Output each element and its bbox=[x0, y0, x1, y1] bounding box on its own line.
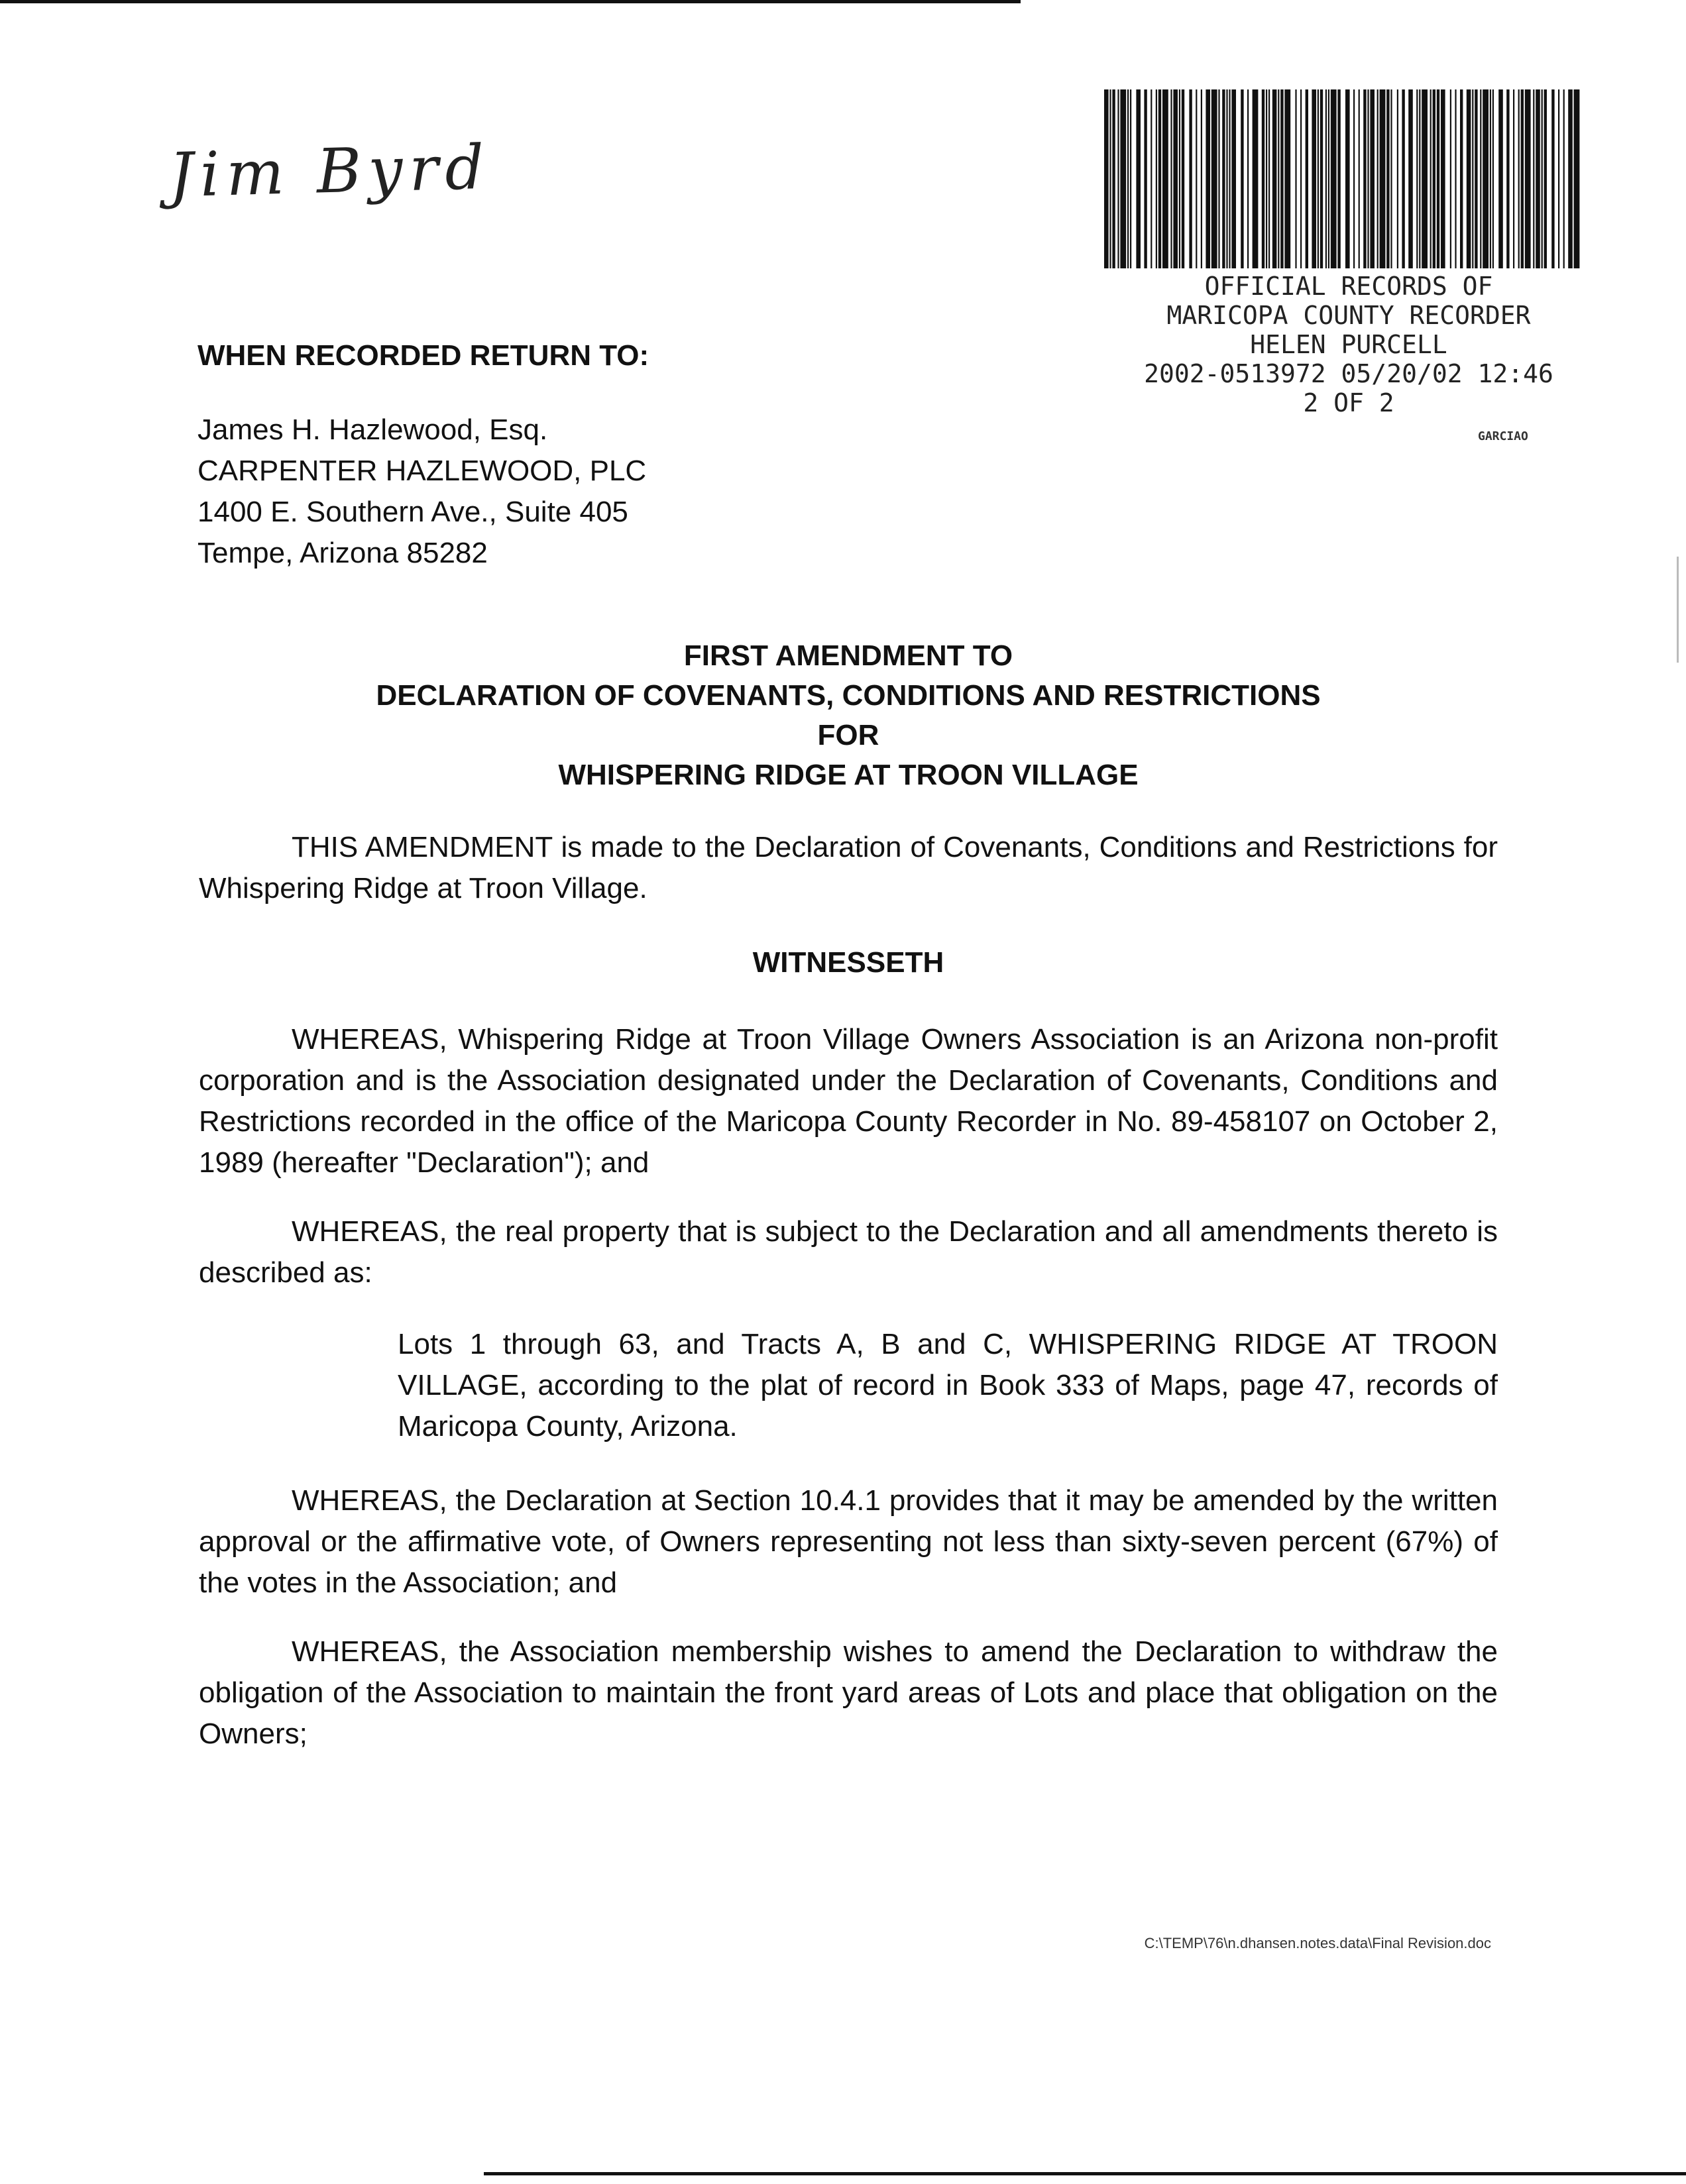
barcode-bar bbox=[1525, 89, 1531, 268]
barcode-bar bbox=[1518, 89, 1520, 268]
barcode-bar bbox=[1345, 89, 1350, 268]
barcode-bar bbox=[1551, 89, 1554, 268]
recorder-line: HELEN PURCELL bbox=[1250, 330, 1447, 359]
scan-edge-mark bbox=[1677, 557, 1679, 663]
barcode-bar bbox=[1455, 89, 1456, 268]
whereas-paragraph-3: WHEREAS, the Declaration at Section 10.4.1 provides that it may be amended by the written approval or the affirmative vote, of Owners representing not less than sixty-seven percent (67%) of the votes in the Association; and bbox=[199, 1484, 1498, 1599]
barcode-bar bbox=[1331, 89, 1337, 268]
barcode-bar bbox=[1262, 89, 1264, 268]
address-line: CARPENTER HAZLEWOOD, PLC bbox=[197, 455, 647, 487]
witnesseth-heading: WITNESSETH bbox=[752, 946, 944, 979]
bottom-edge-rule bbox=[484, 2172, 1686, 2175]
barcode-bar bbox=[1229, 89, 1230, 268]
barcode-bar bbox=[1272, 89, 1277, 268]
title-line: WHISPERING RIDGE AT TROON VILLAGE bbox=[558, 759, 1139, 791]
barcode-bar bbox=[1380, 89, 1386, 268]
barcode-bar bbox=[1490, 89, 1491, 268]
barcode-bar bbox=[1247, 89, 1249, 268]
address-line: James H. Hazlewood, Esq. bbox=[197, 413, 548, 446]
barcode-bar bbox=[1170, 89, 1172, 268]
barcode-bar bbox=[1437, 89, 1439, 268]
recorder-line: 2 OF 2 bbox=[1303, 388, 1394, 417]
barcode-image bbox=[1100, 89, 1584, 268]
barcode-bar bbox=[1397, 89, 1398, 268]
address-line: Tempe, Arizona 85282 bbox=[197, 537, 488, 569]
barcode-bar bbox=[1320, 89, 1323, 268]
barcode-bar bbox=[1568, 89, 1573, 268]
barcode-bar bbox=[1312, 89, 1316, 268]
barcode-bar bbox=[1533, 89, 1534, 268]
barcode-bar bbox=[1483, 89, 1489, 268]
recorder-stamp bbox=[1067, 272, 1630, 417]
barcode-bar bbox=[1182, 89, 1184, 268]
barcode-bar bbox=[1196, 89, 1197, 268]
barcode-bar bbox=[1253, 89, 1259, 268]
barcode-bar bbox=[1158, 89, 1161, 268]
barcode-bar bbox=[1419, 89, 1420, 268]
barcode-bar bbox=[1558, 89, 1559, 268]
barcode-bar bbox=[1318, 89, 1319, 268]
barcode-bar bbox=[1430, 89, 1432, 268]
recorder-line: OFFICIAL RECORDS OF bbox=[1204, 272, 1493, 301]
barcode-bar bbox=[1120, 89, 1126, 268]
barcode-bar bbox=[1112, 89, 1115, 268]
barcode-bar bbox=[1536, 89, 1540, 268]
barcode-bar bbox=[1127, 89, 1129, 268]
barcode-bar bbox=[1328, 89, 1329, 268]
barcode-bar bbox=[1563, 89, 1565, 268]
barcode-bar bbox=[1226, 89, 1227, 268]
intro-paragraph: THIS AMENDMENT is made to the Declaration of Covenants, Conditions and Restrictions for Whispering Ridge at Troon Village. bbox=[199, 831, 1498, 904]
barcode-bar bbox=[1498, 89, 1503, 268]
barcode-bar bbox=[1521, 89, 1524, 268]
barcode-bar bbox=[1173, 89, 1178, 268]
barcode-bar bbox=[1472, 89, 1473, 268]
barcode-bar bbox=[1422, 89, 1428, 268]
barcode-bar bbox=[1450, 89, 1451, 268]
barcode-bar bbox=[1574, 89, 1580, 268]
barcode-bar bbox=[1211, 89, 1217, 268]
handwritten-name: Jim Byrd bbox=[168, 131, 492, 211]
barcode-bar bbox=[1353, 89, 1355, 268]
barcode-bar bbox=[1363, 89, 1366, 268]
barcode-bar bbox=[1241, 89, 1243, 268]
title-line: DECLARATION OF COVENANTS, CONDITIONS AND RESTRICTIONS bbox=[376, 679, 1321, 712]
barcode-bar bbox=[1506, 89, 1509, 268]
barcode-bar bbox=[1337, 89, 1340, 268]
barcode-bar bbox=[1306, 89, 1308, 268]
barcode-bar bbox=[1231, 89, 1236, 268]
barcode-bar bbox=[1359, 89, 1360, 268]
title-line: FIRST AMENDMENT TO bbox=[683, 639, 1013, 672]
whereas-paragraph-2: WHEREAS, the real property that is subject to the Declaration and all amendments thereto is described as: bbox=[199, 1215, 1498, 1289]
barcode-bar bbox=[1544, 89, 1547, 268]
barcode-bar bbox=[1144, 89, 1147, 268]
address-line: 1400 E. Southern Ave., Suite 405 bbox=[197, 496, 628, 528]
barcode-bar bbox=[1441, 89, 1445, 268]
barcode-bar bbox=[1109, 89, 1111, 268]
barcode-bar bbox=[1284, 89, 1290, 268]
barcode-bar bbox=[1136, 89, 1141, 268]
barcode-bar bbox=[1218, 89, 1219, 268]
document-title bbox=[199, 636, 1498, 795]
recorder-clerk: GARCIAO bbox=[1478, 429, 1528, 443]
whereas-paragraph-1: WHEREAS, Whispering Ridge at Troon Village Owners Association is an Arizona non-profit corporation and is the Association designated under the Declaration of Covenants, Conditions and Restrictions recorded in the office of the Maricopa County Recorder in No. 89-458107 on October 2, 1989 (hereafter "Declaration"); and bbox=[199, 1023, 1498, 1179]
barcode-bar bbox=[1492, 89, 1494, 268]
barcode-bar bbox=[1460, 89, 1463, 268]
barcode-bar bbox=[1416, 89, 1418, 268]
barcode-bar bbox=[1222, 89, 1225, 268]
barcode-bar bbox=[1189, 89, 1192, 268]
barcode-bar bbox=[1162, 89, 1168, 268]
recorder-line: MARICOPA COUNTY RECORDER bbox=[1166, 301, 1531, 330]
barcode-bar bbox=[1390, 89, 1392, 268]
barcode-bar bbox=[1295, 89, 1296, 268]
recorder-line: 2002-0513972 05/20/02 12:46 bbox=[1144, 359, 1553, 388]
barcode-bar bbox=[1268, 89, 1270, 268]
barcode-bar bbox=[1179, 89, 1180, 268]
barcode-bar bbox=[1542, 89, 1543, 268]
barcode-bar bbox=[1206, 89, 1210, 268]
whereas-paragraph-4: WHEREAS, the Association membership wishes to amend the Declaration to withdraw the obligation of the Association to maintain the front yard areas of Lots and place that obligation on the Owners; bbox=[199, 1635, 1498, 1750]
barcode-bar bbox=[1386, 89, 1389, 268]
barcode-bar bbox=[1156, 89, 1157, 268]
barcode-bar bbox=[1325, 89, 1327, 268]
barcode-bar bbox=[1480, 89, 1481, 268]
return-address bbox=[197, 410, 646, 574]
top-edge-rule bbox=[0, 0, 1021, 3]
barcode-bar bbox=[1151, 89, 1152, 268]
barcode-bar bbox=[1300, 89, 1302, 268]
barcode-bar bbox=[1278, 89, 1279, 268]
barcode-bar bbox=[1130, 89, 1131, 268]
barcode-bar bbox=[1117, 89, 1119, 268]
barcode-bar bbox=[1433, 89, 1435, 268]
barcode-bar bbox=[1266, 89, 1267, 268]
legal-description: Lots 1 through 63, and Tracts A, B and C, WHISPERING RIDGE AT TROON VILLAGE, according to the plat of record in Book 333 of Maps, page 47, records of Maricopa County, Arizona. bbox=[398, 1328, 1498, 1443]
barcode-bar bbox=[1402, 89, 1404, 268]
barcode-bar bbox=[1467, 89, 1471, 268]
footer-file-path: C:\TEMP\76\n.dhansen.notes.data\Final Revision.doc bbox=[1144, 1935, 1491, 1951]
barcode-bar bbox=[1280, 89, 1283, 268]
title-line: FOR bbox=[817, 719, 879, 751]
barcode-bar bbox=[1513, 89, 1514, 268]
barcode-bar bbox=[1201, 89, 1202, 268]
return-to-heading: WHEN RECORDED RETURN TO: bbox=[197, 339, 649, 372]
barcode-bar bbox=[1370, 89, 1375, 268]
barcode-bar bbox=[1367, 89, 1369, 268]
barcode-bar bbox=[1377, 89, 1378, 268]
barcode-bar bbox=[1104, 89, 1109, 268]
barcode-bar bbox=[1408, 89, 1413, 268]
barcode-bar bbox=[1475, 89, 1477, 268]
